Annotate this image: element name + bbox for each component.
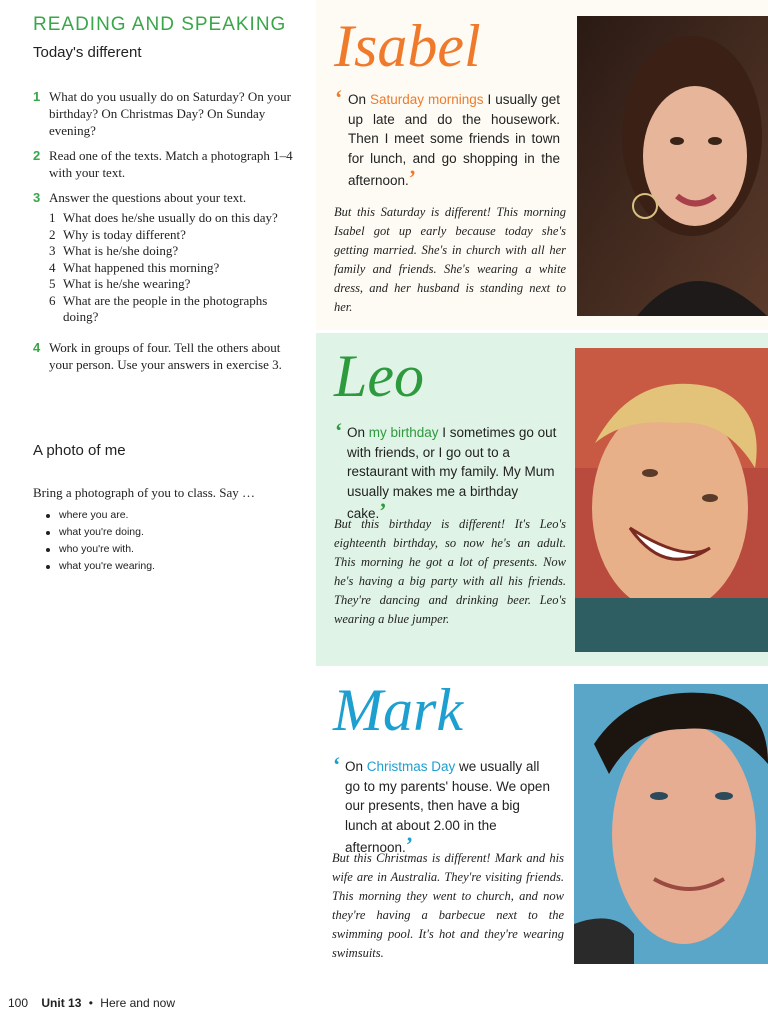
exercise-number: 2	[33, 148, 41, 163]
section-title: READING AND SPEAKING	[33, 14, 287, 35]
exercise-text: Read one of the texts. Match a photograph 1–4 with your text.	[49, 148, 293, 180]
bullet-item: what you're wearing.	[44, 558, 155, 575]
question-list	[49, 210, 304, 326]
person-name: Mark	[333, 677, 463, 743]
photo-section-title: A photo of me	[33, 442, 126, 459]
isabel-photo	[577, 16, 768, 316]
exercise-number: 3	[33, 190, 41, 205]
person-name: Isabel	[334, 13, 481, 79]
bullet-item: where you are.	[44, 507, 155, 524]
person-story: But this Saturday is different! This morning Isabel got up early because today she's getting married. She's in church with all her family and friends. She's wearing a white dress, and her husband is standing next to her.	[334, 205, 566, 314]
question-item: 1 What does he/she usually do on this day?	[49, 210, 278, 225]
bullet-item: who you're with.	[44, 541, 155, 558]
mark-photo	[574, 684, 768, 964]
unit-title: Here and now	[100, 996, 175, 1010]
person-quote: ‘ On Christmas Day we usually all go to my parents' house. We open our presents, then have a big lunch at about 2.00 in the afternoon.’	[333, 752, 550, 857]
close-quote-icon: ’	[405, 832, 414, 857]
bullet-item: what you're doing.	[44, 524, 155, 541]
exercise-text: What do you usually do on Saturday? On your birthday? On Christmas Day? On Sunday evening?	[49, 89, 291, 138]
exercise-number: 4	[33, 340, 41, 355]
person-quote: ‘ On Saturday mornings I usually get up late and do the housework. Then I meet some friends in town for lunch, and go shopping in the afternoon.’	[335, 85, 561, 190]
exercise-text: Answer the questions about your text.	[49, 190, 247, 205]
page-footer	[8, 996, 175, 1010]
photo-section-intro: Bring a photograph of you to class. Say …	[33, 485, 256, 500]
question-item: 3 What is he/she doing?	[49, 243, 179, 258]
exercise-3	[33, 189, 303, 206]
close-quote-icon: ’	[379, 498, 387, 523]
person-name: Leo	[334, 343, 424, 409]
page-number: 100	[8, 996, 29, 1010]
open-quote-icon: ‘	[333, 752, 341, 777]
open-quote-icon: ‘	[335, 85, 343, 110]
question-item: 2 Why is today different?	[49, 226, 186, 242]
person-story: But this birthday is different! It's Leo's eighteenth birthday, so now he's an adult. This morning he got a lot of presents. Now he's having a big party with all his friends. They're dancing and drinking beer. Leo's wearing a blue jumper.	[334, 517, 566, 626]
question-item: 6 What are the people in the photographs doing?	[49, 292, 268, 324]
person-story: But this Christmas is different! Mark and his wife are in Australia. They're visiting friends. This morning they went to church, and now they're having a barbecue next to the swimming pool. It's hot and they're wearing swimsuits.	[332, 851, 564, 960]
exercise-number: 1	[33, 89, 41, 104]
close-quote-icon: ’	[408, 165, 417, 190]
exercise-2	[33, 147, 303, 181]
question-item: 5 What is he/she wearing?	[49, 276, 191, 291]
section-subtitle: Today's different	[33, 44, 142, 61]
photo-bullet-list	[44, 507, 155, 575]
leo-photo	[575, 348, 768, 652]
exercise-text: Work in groups of four. Tell the others about your person. Use your answers in exercise 3.	[49, 340, 282, 372]
open-quote-icon: ‘	[335, 418, 343, 443]
person-quote: ‘ On my birthday I sometimes go out with friends, or I go out to a restaurant with my family. My Mum usually makes me a birthday cake.’	[335, 418, 557, 523]
exercise-1	[33, 88, 303, 139]
unit-label: Unit 13	[41, 996, 82, 1010]
exercise-4	[33, 339, 303, 373]
question-item: 4 What happened this morning?	[49, 259, 220, 275]
footer-separator: •	[88, 996, 93, 1010]
